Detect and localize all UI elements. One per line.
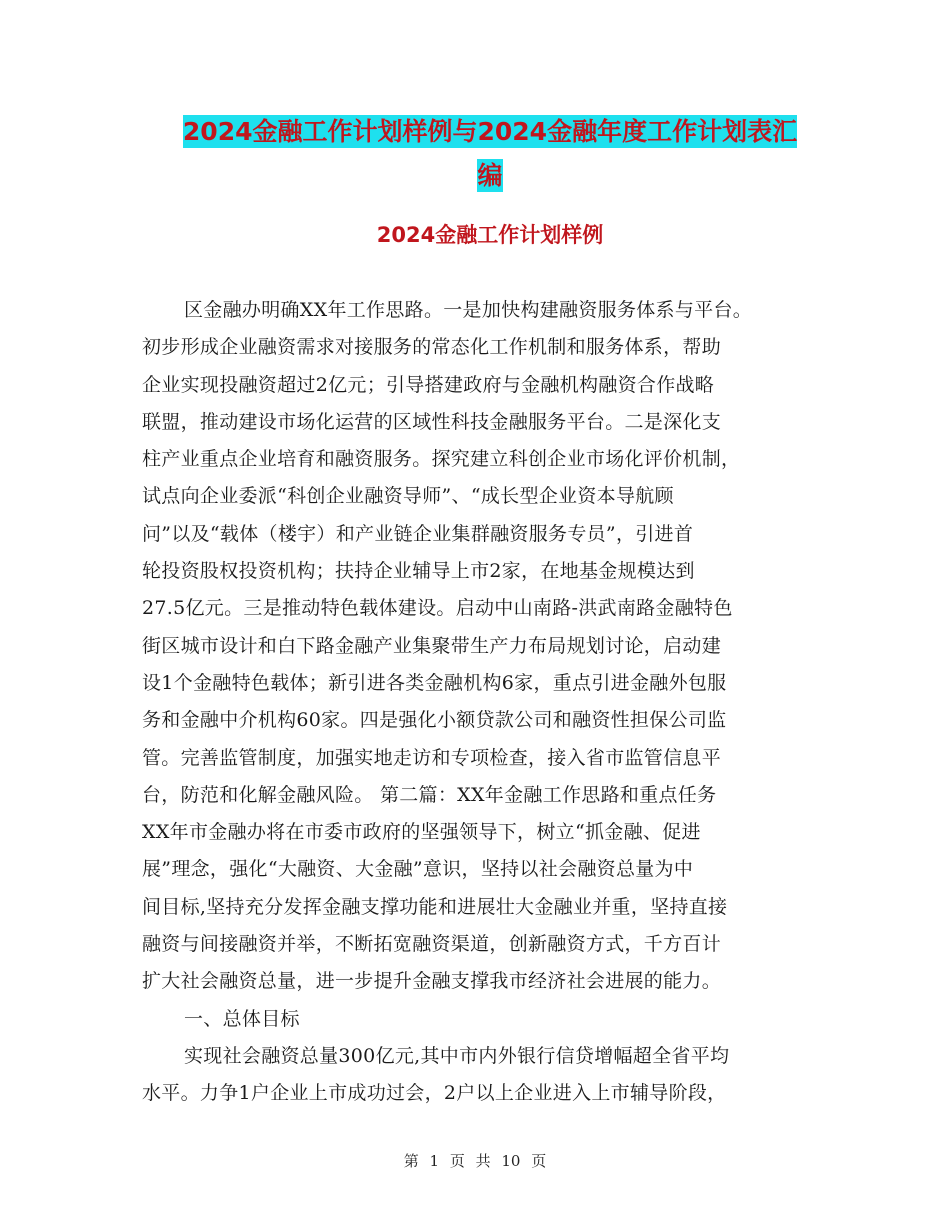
body-line: 初步形成企业融资需求对接服务的常态化工作机制和服务体系，帮助 [142, 336, 722, 359]
heading-overall-goals: 一、总体目标 [184, 1007, 300, 1030]
body-line: 联盟，推动建设市场化运营的区域性科技金融服务平台。二是深化支 [142, 410, 722, 433]
body-line: XX年市金融办将在市委市政府的坚强领导下，树立“抓金融、促进 [142, 821, 701, 844]
body-line: 街区城市设计和白下路金融产业集聚带生产力布局规划讨论，启动建 [142, 634, 722, 657]
body-line: 间目标,坚持充分发挥金融支撑功能和进展壮大金融业并重，坚持直接 [142, 895, 728, 918]
section-title: 2024金融工作计划样例 [376, 223, 604, 247]
document-title [140, 110, 840, 198]
body-line: 区金融办明确XX年工作思路。一是加快构建融资服务体系与平台。 [184, 299, 753, 321]
body-line: 轮投资股权投资机构；扶持企业辅导上市2家，在地基金规模达到 [142, 560, 695, 583]
body-line: 管。完善监管制度，加强实地走访和专项检查，接入省市监管信息平 [142, 746, 722, 769]
body-line: 扩大社会融资总量，进一步提升金融支撑我市经济社会进展的能力。 [142, 970, 722, 993]
body-line: 融资与间接融资并举，不断拓宽融资渠道，创新融资方式，千方百计 [142, 933, 722, 956]
body-line: 试点向企业委派“科创企业融资导师”、“成长型企业资本导航顾 [142, 485, 674, 508]
body-line: 台，防范和化解金融风险。 第二篇：XX年金融工作思路和重点任务 [142, 783, 717, 806]
body-line: 务和金融中介机构60家。四是强化小额贷款公司和融资性担保公司监 [142, 709, 727, 732]
document-body [142, 292, 832, 1113]
title-line-1: 2024金融工作计划样例与2024金融年度工作计划表汇 [182, 117, 798, 146]
body-line: 问”以及“载体（楼宇）和产业链企业集群融资服务专员”，引进首 [142, 522, 694, 545]
body-line: 企业实现投融资超过2亿元；引导搭建政府与金融机构融资合作战略 [142, 373, 715, 396]
body-line: 设1个金融特色载体；新引进各类金融机构6家，重点引进金融外包服 [142, 671, 727, 694]
title-line-2: 编 [477, 161, 503, 190]
page-footer: 第 1 页 共 10 页 [403, 1152, 547, 1170]
body-line: 柱产业重点企业培育和融资服务。探究建立科创企业市场化评价机制， [142, 448, 741, 471]
body-line: 实现社会融资总量300亿元,其中市内外银行信贷增幅超全省平均 [184, 1044, 730, 1067]
body-line: 27.5亿元。三是推动特色载体建设。启动中山南路-洪武南路金融特色 [142, 597, 733, 620]
body-line: 展”理念，强化“大融资、大金融”意识，坚持以社会融资总量为中 [142, 858, 694, 881]
body-line: 水平。力争1户企业上市成功过会，2户以上企业进入上市辅导阶段， [142, 1082, 727, 1105]
